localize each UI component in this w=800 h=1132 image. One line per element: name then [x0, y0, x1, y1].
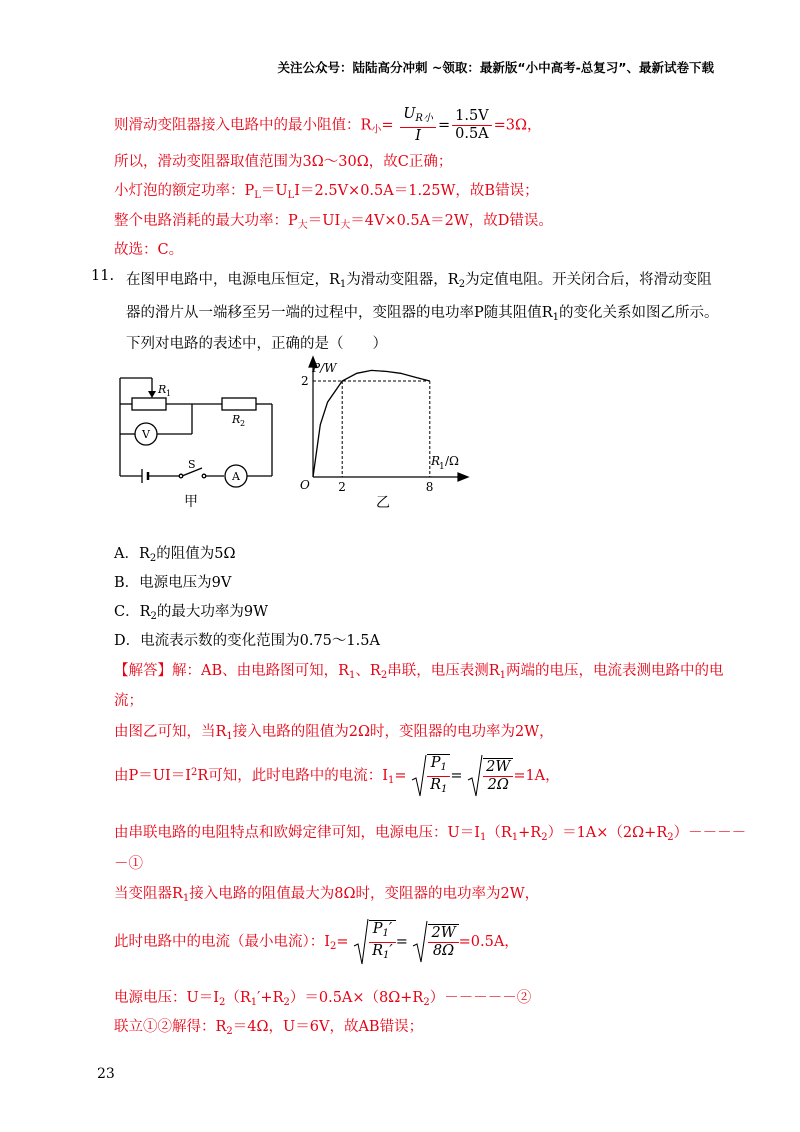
question-number: 11.	[91, 268, 115, 284]
prev-solution-line-2: 所以，滑动变阻器取值范围为3Ω～30Ω，故C正确；	[114, 154, 453, 170]
x-axis-label-sub: 1	[439, 462, 445, 472]
chart-caption: 乙	[376, 495, 390, 511]
origin-label: O	[300, 478, 310, 492]
question-stem-line-2: 器的滑片从一端移至另一端的过程中，变阻器的电功率P随其阻值$R_1$的变化关系如图乙所示。	[126, 305, 719, 323]
answer-line-1: 【解答】解：AB、由电路图可知，$R_1$、$R_2$串联，电压表测$R_1$两端的电压，电流表测电路中的电	[114, 663, 724, 681]
option-a: A．$R_2$的阻值为5Ω	[114, 546, 236, 564]
svg-text:1: 1	[166, 389, 172, 398]
svg-text:S: S	[188, 458, 196, 471]
prev-solution-line-4: 整个电路消耗的最大功率：$P_大=UI_大=4V\times 0.5A=2W$，故D错误。	[114, 213, 553, 231]
prev-solution-line-5: 故选：C。	[114, 242, 184, 258]
svg-text:甲: 甲	[184, 494, 198, 508]
prev-solution-line-1: 则滑动变阻器接入电路中的最小阻值：$R_小=$ $\frac{U_{R小}}{I}$ = $\frac{1.5V}{0.5A}$ =3Ω，	[114, 106, 542, 144]
circuit-diagram	[112, 368, 282, 508]
option-c: C．$R_2$的最大功率为9W	[114, 604, 269, 622]
question-stem-line-3: 下列对电路的表述中，正确的是（ ）	[126, 336, 387, 352]
answer-line-6: －①	[114, 856, 143, 872]
answer-line-2: 流；	[114, 693, 143, 709]
svg-text:2: 2	[240, 419, 246, 428]
y-axis-label: P/W	[312, 361, 337, 375]
svg-text:R: R	[232, 413, 241, 426]
answer-line-7: 当变阻器$R_1$接入电路的阻值最大为8Ω时，变阻器的电功率为2W，	[114, 886, 540, 904]
page-header: 关注公众号：陆陆高分冲刺 ~领取：最新版“小中高考-总复习”、最新试卷下载	[277, 60, 714, 75]
x-tick-label: 2	[338, 480, 346, 494]
answer-line-3: 由图乙可知，当$R_1$接入电路的阻值为2Ω时，变阻器的电功率为2W，	[114, 724, 554, 742]
answer-line-4: 由$P=UI=I^2R$可知，此时电路中的电流：$I_1=$ $\frac{P_1}{R_1}$ = $\frac{2W}{2\Omega}$ =1A，	[114, 754, 560, 798]
question-stem-line-1: 在图甲电路中，电源电压恒定，$R_1$为滑动变阻器，$R_2$为定值电阻。开关闭合后，将滑动变阻	[126, 272, 712, 290]
svg-text:R: R	[158, 383, 167, 396]
answer-line-9: 电源电压：$U=I_2(R_1'+R_2)=0.5A\times(8\Omega+R_2)-----②$	[114, 990, 532, 1008]
power-resistance-chart	[292, 355, 482, 515]
option-d: D．电流表示数的变化范围为0.75～1.5A	[114, 633, 380, 649]
answer-line-10: 联立①②解得：$R_2=4\Omega$，U＝6V，故AB错误；	[114, 1019, 424, 1037]
answer-line-8: 此时电路中的电流（最小电流）：$I_2=$ $\frac{P_1'}{R_1'}$ = $\frac{2W}{8\Omega}$ =0.5A，	[114, 918, 519, 966]
y-tick-label: 2	[301, 374, 309, 388]
answer-line-5: 由串联电路的电阻特点和欧姆定律可知，电源电压：$U=I_1(R_1+R_2)=1A\times(2\Omega+R_2)----$	[114, 825, 747, 843]
x-tick-label: 8	[425, 480, 434, 494]
x-axis-label-unit: /Ω	[445, 454, 459, 468]
svg-text:V: V	[142, 428, 150, 441]
svg-text:A: A	[232, 470, 240, 483]
power-curve	[313, 370, 430, 477]
x-axis-arrow	[458, 473, 468, 481]
option-b: B．电源电压为9V	[114, 575, 232, 591]
x-axis-label-main: R	[431, 454, 441, 468]
prev-solution-line-3: 小灯泡的额定功率：$P_L=U_LI=2.5V\times 0.5A=1.25W$，故B错误；	[114, 183, 539, 201]
page-number: 23	[97, 1066, 115, 1082]
